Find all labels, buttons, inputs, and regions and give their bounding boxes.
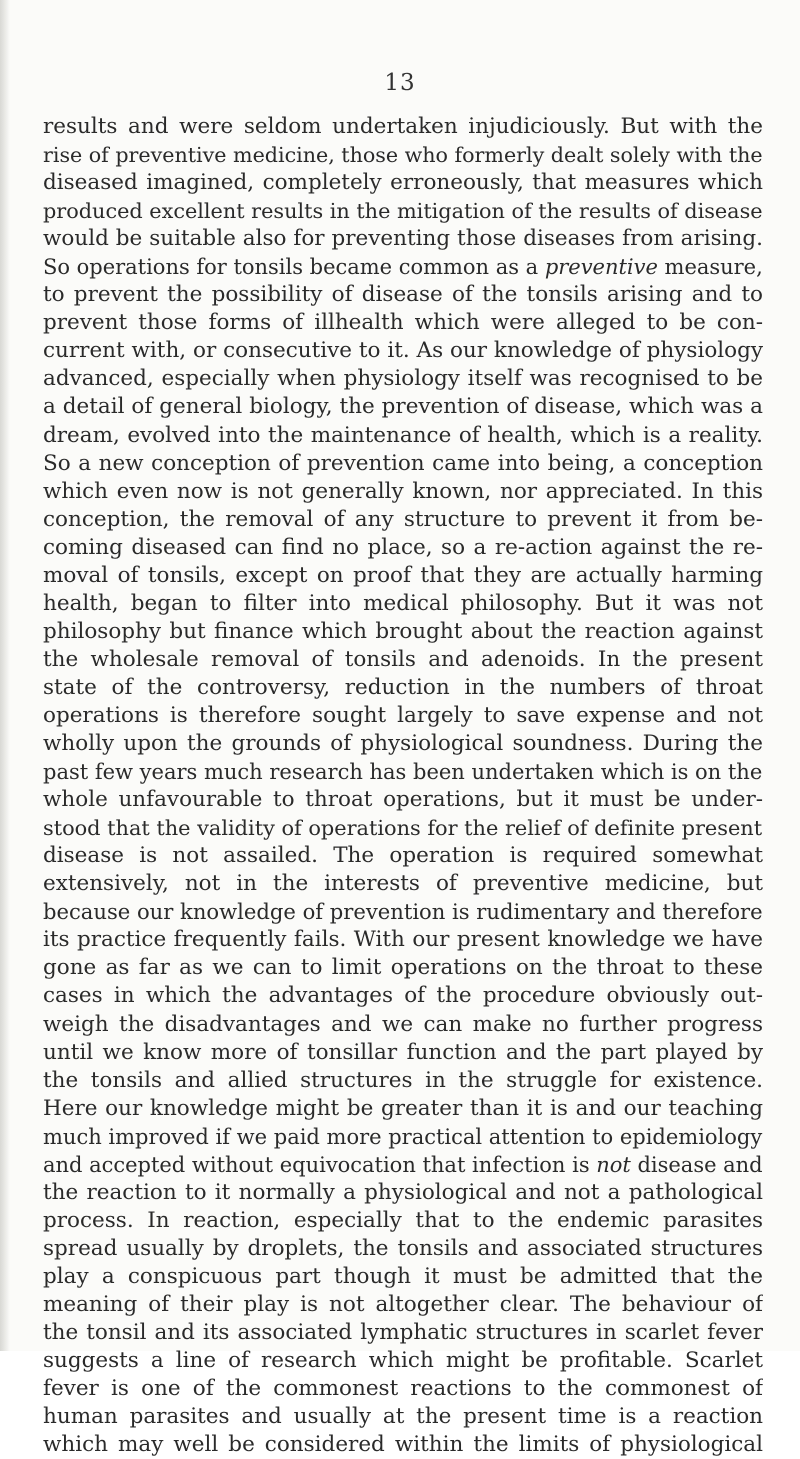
text-line: gone as far as we can to limit operations on the throat to these [43, 955, 763, 981]
text-line: suggests a line of research which might be profitable. Scarlet [43, 1348, 763, 1374]
text-line: because our knowledge of prevention is rudimentary and therefore [43, 899, 763, 925]
text-line: disease is not assailed. The operation is required somewhat [43, 843, 763, 869]
text-line: state of the controversy, reduction in the numbers of throat [43, 674, 763, 700]
text-line [43, 253, 763, 281]
text-line: moval of tonsils, except on proof that they are actually harming [43, 562, 763, 588]
text-line: whole unfavourable to throat operations, but it must be under- [43, 787, 763, 813]
italic-emphasis: not [596, 1151, 631, 1177]
text-line: weigh the disadvantages and we can make no further progress [43, 1011, 763, 1037]
text-line: produced excellent results in the mitigation of the results of disease [43, 199, 763, 224]
text-line: its practice frequently fails. With our present knowledge we have [43, 927, 763, 953]
text-line: the tonsil and its associated lymphatic structures in scarlet fever [43, 1320, 763, 1346]
text-run: measure, [657, 255, 763, 280]
text-line: past few years much research has been undertaken which is on the [43, 759, 763, 785]
text-line: until we know more of tonsillar function and the part played by [43, 1039, 763, 1065]
text-line: rise of preventive medicine, those who formerly dealt solely with the [43, 143, 763, 168]
text-line: much improved if we paid more practical attention to epidemiology [43, 1123, 763, 1149]
text-line: to prevent the possibility of disease of the tonsils arising and to [43, 282, 763, 308]
text-run: So operations for tonsils became common as a [43, 255, 545, 280]
text-line: conception, the removal of any structure to prevent it from be- [43, 506, 763, 532]
text-line: process. In reaction, especially that to the endemic parasites [43, 1207, 763, 1233]
text-line [43, 1151, 763, 1179]
text-run: disease and [630, 1151, 763, 1177]
text-line: coming diseased can find no place, so a re-action against the re- [43, 534, 763, 560]
text-line: prevent those forms of illhealth which were alleged to be con- [43, 310, 763, 336]
text-line: dream, evolved into the maintenance of health, which is a reality. [43, 422, 763, 448]
text-line: philosophy but finance which brought about the reaction against [43, 618, 763, 644]
text-line: the reaction to it normally a physiological and not a pathological [43, 1179, 763, 1205]
text-line: cases in which the advantages of the procedure obviously out- [43, 983, 763, 1009]
text-line: play a conspicuous part though it must be admitted that the [43, 1263, 763, 1289]
body-paragraph [43, 113, 763, 1459]
text-line: a detail of general biology, the prevention of disease, which was a [43, 394, 763, 420]
text-line: health, began to filter into medical philosophy. But it was not [43, 590, 763, 616]
text-line: diseased imagined, completely erroneously, that measures which [43, 170, 763, 196]
text-line: results and were seldom undertaken injudiciously. But with the [43, 114, 763, 139]
text-line: wholly upon the grounds of physiological soundness. During the [43, 731, 763, 757]
text-line: advanced, especially when physiology itself was recognised to be [43, 366, 763, 392]
text-line: human parasites and usually at the present time is a reaction [43, 1404, 763, 1430]
text-line: Here our knowledge might be greater than it is and our teaching [43, 1095, 763, 1121]
text-line: the tonsils and allied structures in the struggle for existence. [43, 1067, 763, 1093]
text-line: would be suitable also for preventing those diseases from arising. [43, 226, 763, 252]
text-line: the wholesale removal of tonsils and adenoids. In the present [43, 646, 763, 672]
text-line: which may well be considered within the limits of physiological [43, 1432, 763, 1458]
text-line: stood that the validity of operations for the relief of definite present [43, 816, 763, 841]
text-line: extensively, not in the interests of preventive medicine, but [43, 871, 763, 897]
text-line: operations is therefore sought largely to save expense and not [43, 702, 763, 728]
text-run: and accepted without equivocation that infection is [43, 1151, 597, 1177]
binding-edge-shadow [0, 0, 10, 1351]
text-line: which even now is not generally known, nor appreciated. In this [43, 478, 763, 504]
text-line: spread usually by droplets, the tonsils and associated structures [43, 1235, 763, 1261]
text-line: So a new conception of prevention came into being, a conception [43, 450, 763, 476]
italic-emphasis: preventive [544, 255, 658, 280]
text-line: meaning of their play is not altogether clear. The behaviour of [43, 1291, 763, 1317]
text-line: fever is one of the commonest reactions to the commonest of [43, 1376, 763, 1402]
text-line: current with, or consecutive to it. As our knowledge of physiology [43, 338, 763, 364]
page-number: 13 [384, 70, 416, 96]
